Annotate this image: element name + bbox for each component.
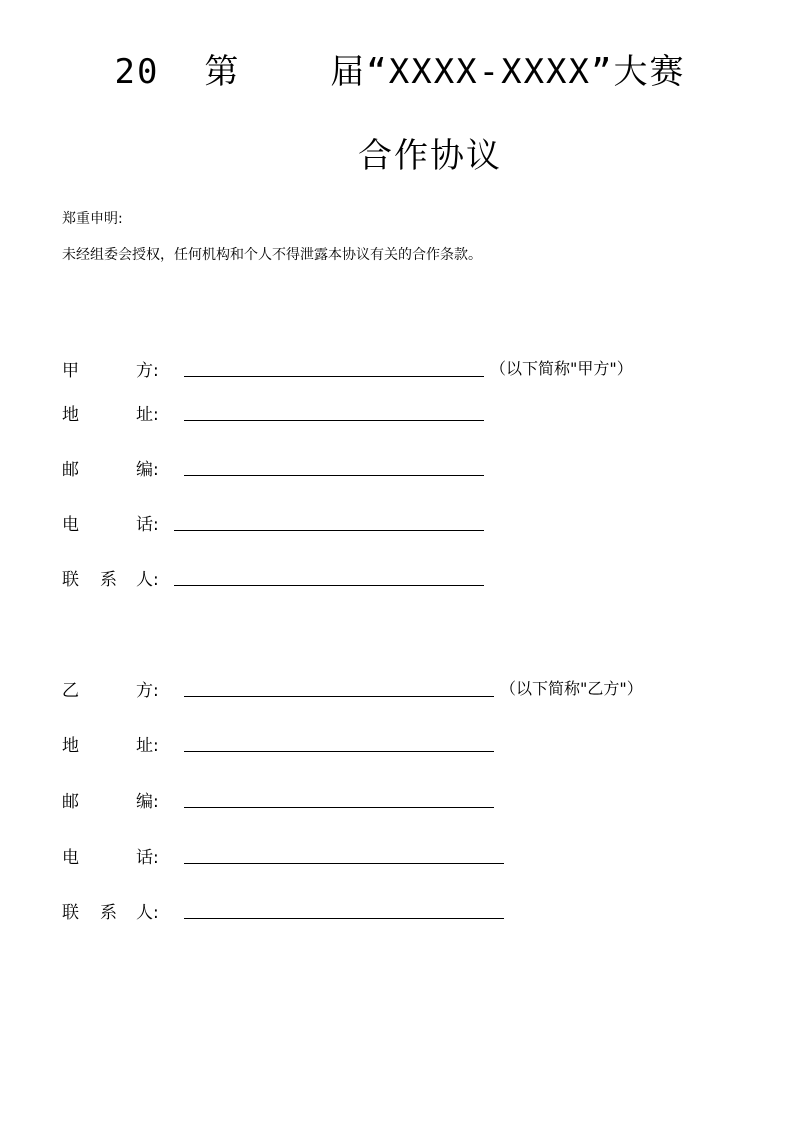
document-title: 20 第 届“XXXX-XXXX”大赛: [114, 52, 686, 92]
party-b-label-char: 乙: [62, 681, 79, 701]
party-a-phone-label-2: 话:: [136, 515, 159, 535]
party-a-phone-label-1: 电: [62, 515, 79, 535]
party-b-note: （以下简称"乙方"）: [500, 679, 643, 698]
party-b-name-input[interactable]: [184, 696, 494, 697]
party-a-postcode-input[interactable]: [184, 475, 484, 476]
party-a-contact-input[interactable]: [174, 585, 484, 586]
party-a-address-input[interactable]: [184, 420, 484, 421]
party-b-phone-label-2: 话:: [136, 848, 159, 868]
party-b-postcode-label-1: 邮: [62, 792, 79, 812]
party-b-postcode-label-2: 编:: [136, 792, 159, 812]
party-a-note: （以下简称"甲方"）: [490, 359, 633, 378]
declaration-label: 郑重申明:: [62, 211, 123, 227]
party-a-label-char: 甲: [62, 361, 79, 381]
party-b-contact-label-1: 联: [62, 903, 79, 923]
party-a-postcode-label-1: 邮: [62, 460, 79, 480]
party-b-address-label-2: 址:: [136, 736, 159, 756]
party-b-contact-label-3: 人:: [136, 903, 159, 923]
party-b-contact-input[interactable]: [184, 918, 504, 919]
party-b-label-suffix: 方:: [136, 681, 159, 701]
declaration-text: 未经组委会授权，任何机构和个人不得泄露本协议有关的合作条款。: [62, 247, 482, 263]
party-a-address-label-2: 址:: [136, 405, 159, 425]
party-a-address-label-1: 地: [62, 405, 79, 425]
party-a-name-input[interactable]: [184, 376, 484, 377]
party-b-address-label-1: 地: [62, 736, 79, 756]
party-a-contact-label-1: 联: [62, 570, 79, 590]
document-subtitle: 合作协议: [358, 136, 502, 176]
party-a-postcode-label-2: 编:: [136, 460, 159, 480]
party-a-label-suffix: 方:: [136, 361, 159, 381]
party-a-contact-label-3: 人:: [136, 570, 159, 590]
party-b-postcode-input[interactable]: [184, 807, 494, 808]
party-b-address-input[interactable]: [184, 751, 494, 752]
party-b-contact-label-2: 系: [100, 903, 117, 923]
party-b-phone-label-1: 电: [62, 848, 79, 868]
party-b-phone-input[interactable]: [184, 863, 504, 864]
party-a-contact-label-2: 系: [100, 570, 117, 590]
party-a-phone-input[interactable]: [174, 530, 484, 531]
